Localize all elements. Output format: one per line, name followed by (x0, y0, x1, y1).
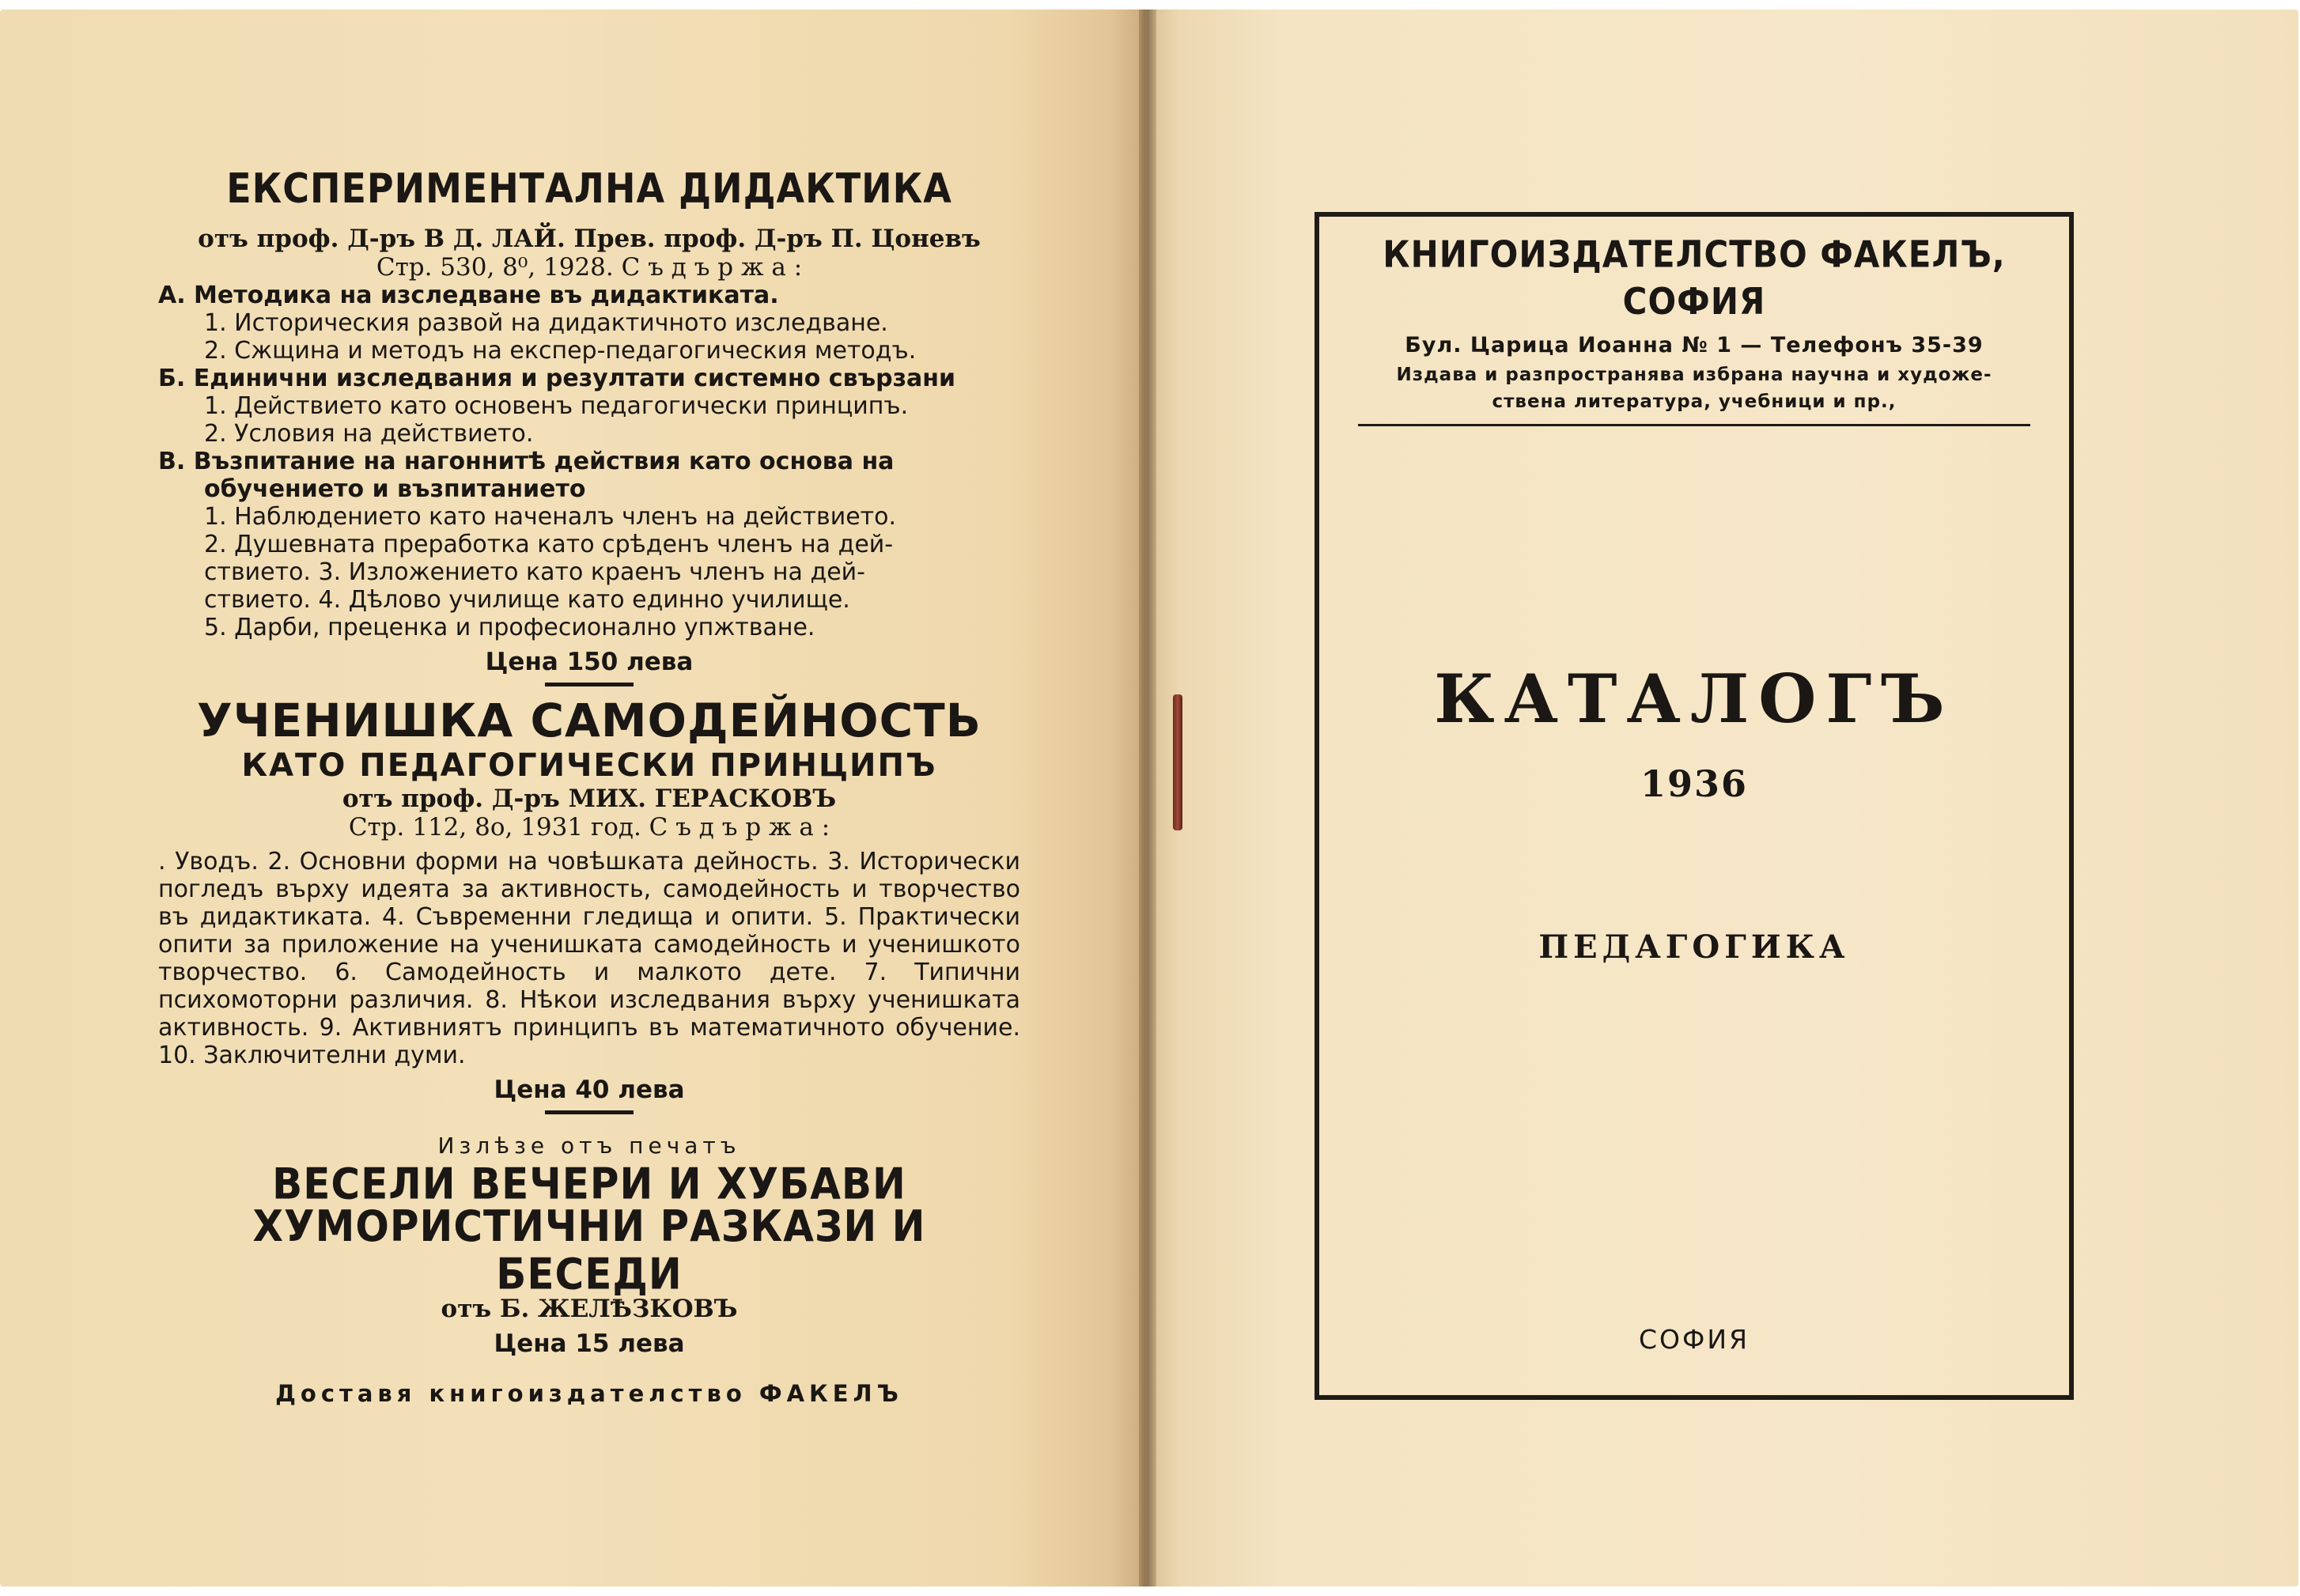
table-of-contents (158, 282, 1020, 641)
toc-item: ствието. 3. Изложението като краенъ членъ на дей- (204, 558, 865, 586)
catalog-title: КАТАЛОГЪ (1434, 660, 1954, 738)
toc-section: обучението и възпитанието (204, 475, 586, 503)
book-author: отъ проф. Д-ръ МИХ. ГЕРАСКОВЪ (342, 785, 837, 813)
toc-item: ствието. 4. Дѣлово училище като единно училище. (204, 586, 850, 614)
book-merry-evenings (158, 1130, 1020, 1360)
toc-item: 1. Наблюдението като наченалъ членъ на действието. (204, 503, 897, 531)
book-contents: . Уводъ. 2. Основни форми на човѣшката дейность. 3. Исторически погледъ върху идеята за активность, самодейность и творчество въ дидактиката. 4. Съвременни гледища и опити. 5. Практически опити за приложение на ученишката самодейность и ученишкото творчество. 6. Самодейность и малкото дете. 7. Типични психомоторни различия. 8. Нѣкои изследвания върху ученишката активность. 9. Активниятъ принципъ въ математичното обучение. 10. Заключителни думи. (158, 848, 1020, 1069)
book-details: Стр. 112, 8о, 1931 год. С ъ д ъ р ж а : (348, 813, 830, 841)
publication-city: СОФИЯ (1638, 1324, 1750, 1355)
book-details: Стр. 530, 8⁰, 1928. С ъ д ъ р ж а : (376, 253, 803, 282)
publisher-description: Издава и разпространява избрана научна и художе- (1396, 365, 1992, 385)
book-price: Цена 150 лева (485, 648, 694, 676)
book-price: Цена 40 лева (494, 1076, 685, 1104)
book-student-self-activity (158, 694, 1020, 1114)
toc-item: 2. Сжщина и методъ на експер-педагогическия методъ. (204, 337, 917, 365)
book-title: УЧЕНИШКА САМОДЕЙНОСТЬ (197, 694, 982, 747)
catalog-year: 1936 (1640, 762, 1749, 805)
divider-rule (545, 683, 634, 686)
book-author: отъ Б. ЖЕЛѢЗКОВЪ (441, 1295, 738, 1323)
header-rule (1358, 424, 2030, 426)
catalog-subject: ПЕДАГОГИКА (1538, 928, 1850, 966)
toc-section: В. Възпитание на нагоннитѣ действия като основа на (158, 448, 895, 475)
title-frame (1315, 212, 2074, 1400)
book-title: ЕКСПЕРИМЕНТАЛНА ДИДАКТИКА (226, 164, 952, 213)
publisher-description-line2: ствена литература, учебници и пр., (1492, 391, 1897, 412)
book-authors: отъ проф. Д-ръ В Д. ЛАЙ. Прев. проф. Д-ръ П. Цоневъ (198, 225, 981, 253)
book-title: ВЕСЕЛИ ВЕЧЕРИ И ХУБАВИ (272, 1159, 906, 1209)
toc-item: 1. Действието като основенъ педагогически принципъ. (204, 392, 909, 420)
binding-staple (1173, 694, 1182, 830)
book-price: Цена 15 лева (494, 1329, 685, 1358)
publisher-name: КНИГОИЗДАТЕЛСТВО ФАКЕЛЪ, СОФИЯ (1383, 233, 2006, 323)
toc-item: 1. Историческия развой на дидактичното изследване. (204, 309, 888, 337)
publisher-header (1319, 217, 2069, 426)
publisher-address: Бул. Царица Иоанна № 1 — Телефонъ 35-39 (1405, 333, 1984, 357)
book-experimental-didactics (158, 166, 1020, 686)
book-title-line2: ХУМОРИСТИЧНИ РАЗКАЗИ И БЕСЕДИ (252, 1201, 926, 1299)
left-page-content (158, 166, 1020, 1407)
toc-item: 2. Условия на действието. (204, 420, 534, 448)
toc-section: Б. Единични изследвания и резултати системно свързани (158, 365, 956, 392)
toc-item: 2. Душевната преработка като срѣденъ членъ на дей- (204, 531, 894, 558)
publication-status: Излѣзе отъ печатъ (437, 1133, 741, 1159)
book-spine (1139, 9, 1156, 1587)
toc-item: 5. Дарби, преценка и професионално упжтване. (204, 614, 815, 641)
book-subtitle: КАТО ПЕДАГОГИЧЕСКИ ПРИНЦИПЪ (241, 747, 937, 784)
divider-rule (545, 1110, 634, 1114)
toc-section: А. Методика на изследване въ дидактиката. (158, 282, 779, 309)
delivery-note: Доставя книгоиздателство ФАКЕЛЪ (275, 1380, 903, 1407)
